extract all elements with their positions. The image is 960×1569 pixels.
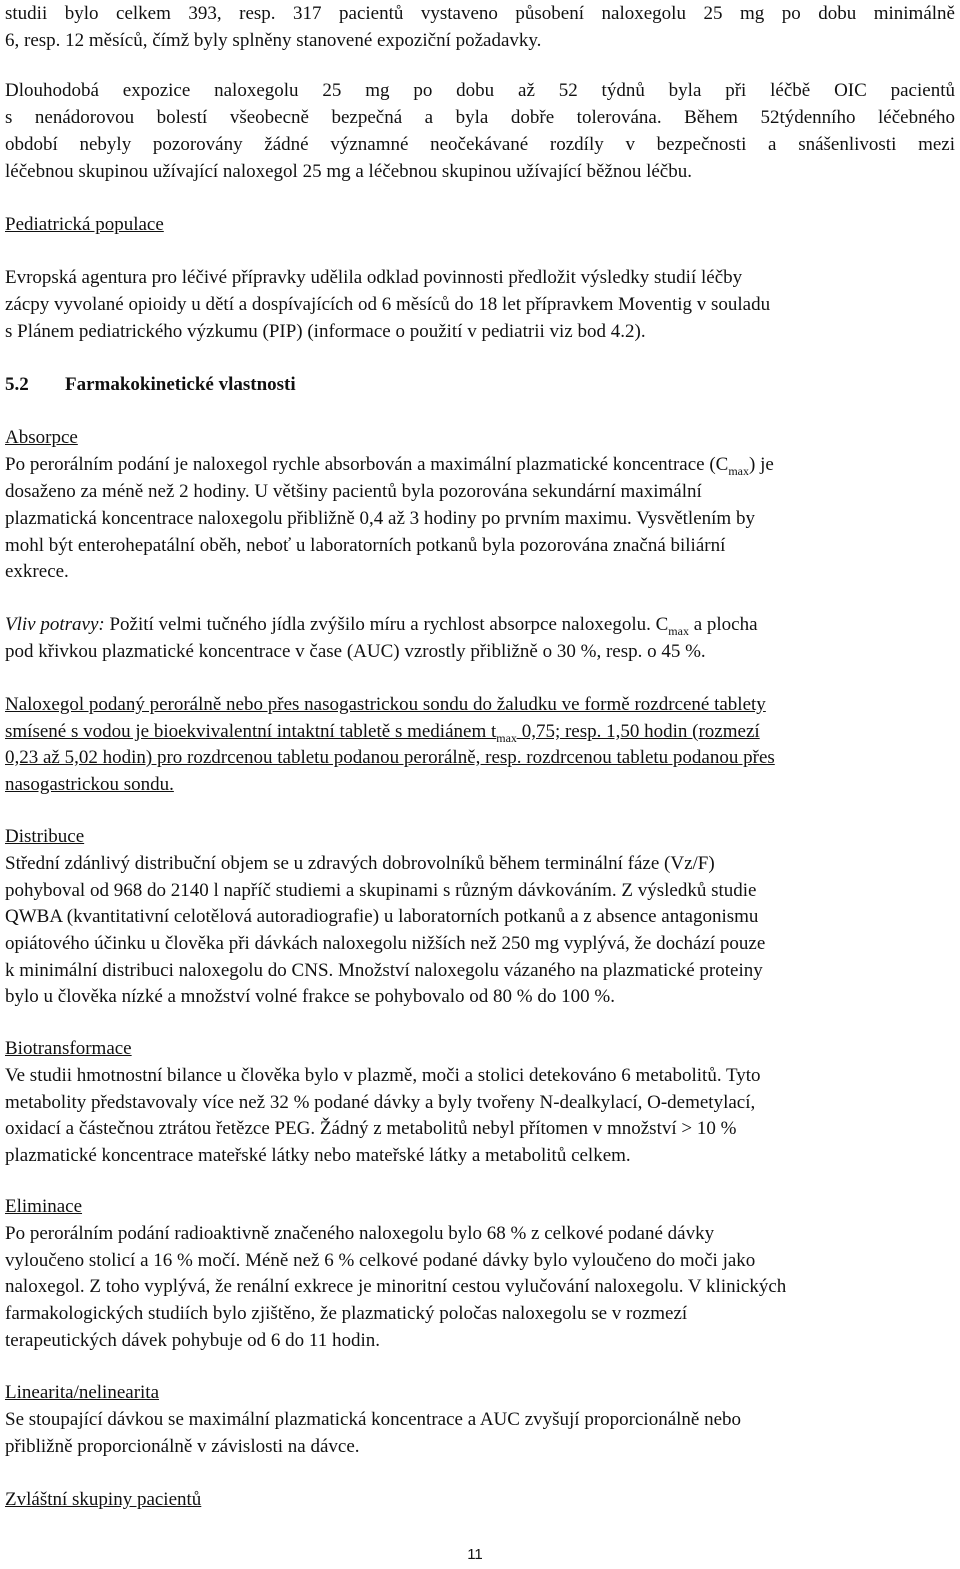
text-line: mohl být enterohepatální oběh, neboť u laboratorních potkanů byla pozorována značná biliární <box>5 535 726 556</box>
pediatric-heading: Pediatrická populace <box>5 214 164 235</box>
text-line: s Plánem pediatrického výzkumu (PIP) (informace o použití v pediatrii viz bod 4.2). <box>5 321 646 342</box>
text-span: ) je <box>749 454 774 475</box>
text-line: pod křivkou plazmatické koncentrace v čase (AUC) vzrostly přibližně o 30 %, resp. o 45 %. <box>5 641 706 662</box>
text-line: Ve studii hmotnostní bilance u člověka bylo v plazmě, moči a stolici detekováno 6 metabolitů. Tyto <box>5 1065 761 1086</box>
text-line: k minimální distribuci naloxegolu do CNS. Množství naloxegolu vázaného na plazmatické proteiny <box>5 960 763 981</box>
text-line: přibližně proporcionálně v závislosti na dávce. <box>5 1436 360 1457</box>
text-line: pohyboval od 968 do 2140 l napříč studiemi a skupinami s různým dávkováním. Z výsledků studie <box>5 880 757 901</box>
text-line: naloxegol. Z toho vyplývá, že renální exkrece je minoritní cestou vylučování naloxegolu. V klinických <box>5 1276 787 1297</box>
text-line: Dlouhodobá expozice naloxegolu 25 mg po dobu až 52 týdnů byla při léčbě OIC pacientů <box>5 80 955 101</box>
biotransformation-heading: Biotransformace <box>5 1038 132 1059</box>
distribution-heading: Distribuce <box>5 826 85 847</box>
text-line <box>5 454 774 477</box>
text-line: opiátového účinku u člověka při dávkách naloxegolu nižších než 250 mg vyplývá, že dochází pouze <box>5 933 766 954</box>
subscript: max <box>496 731 517 745</box>
text-line: Se stoupající dávkou se maximální plazmatická koncentrace a AUC zvyšují proporcionálně nebo <box>5 1409 742 1430</box>
section-title: Farmakokinetické vlastnosti <box>65 374 296 395</box>
text-line: Střední zdánlivý distribuční objem se u zdravých dobrovolníků během terminální fáze (Vz/F) <box>5 853 715 874</box>
section-heading <box>5 374 296 396</box>
text-line: dosaženo za méně než 2 hodiny. U většiny pacientů byla pozorována sekundární maximální <box>5 481 702 502</box>
text-line: Naloxegol podaný perorálně nebo přes nasogastrickou sondu do žaludku ve formě rozdrcené tablety <box>5 694 766 715</box>
section-number: 5.2 <box>5 374 29 395</box>
text-span: Po perorálním podání je naloxegol rychle absorbován a maximální plazmatické koncentrace (C <box>5 454 729 475</box>
absorption-heading: Absorpce <box>5 427 78 448</box>
text-line: s nenádorovou bolestí všeobecně bezpečná a byla dobře tolerována. Během 52týdenního léčebného <box>5 107 955 128</box>
text-line: vyloučeno stolicí a 16 % močí. Méně než 6 % celkové podané dávky bylo vyloučeno do moči jako <box>5 1250 756 1271</box>
text-line: léčebnou skupinou užívající naloxegol 25 mg a léčebnou skupinou užívající běžnou léčbu. <box>5 161 692 182</box>
text-line: plazmatická koncentrace naloxegolu přibližně 0,4 až 3 hodiny po prvním maximu. Vysvětlením by <box>5 508 755 529</box>
elimination-heading: Eliminace <box>5 1196 83 1217</box>
text-line: metabolity představovaly více než 32 % podané dávky a byly tvořeny N-dealkylací, O-demetylací, <box>5 1092 756 1113</box>
text-span: smísené s vodou je bioekvivalentní intaktní tabletě s mediánem t <box>5 721 497 742</box>
page-number: 11 <box>467 1546 483 1563</box>
text-span: 0,75; resp. 1,50 hodin (rozmezí <box>516 721 760 742</box>
text-line: terapeutických dávek pohybuje od 6 do 11 hodin. <box>5 1330 380 1351</box>
linearity-heading: Linearita/nelinearita <box>5 1382 160 1403</box>
special-groups-heading: Zvláštní skupiny pacientů <box>5 1489 202 1510</box>
subscript: max <box>728 464 749 478</box>
text-line: nasogastrickou sondu. <box>5 774 174 795</box>
food-label: Vliv potravy: <box>5 614 105 635</box>
text-line: farmakologických studiích bylo zjištěno, že plazmatický poločas naloxegolu se v rozmezí <box>5 1303 688 1324</box>
text-span: a plocha <box>688 614 758 635</box>
text-line: studii bylo celkem 393, resp. 317 pacientů vystaveno působení naloxegolu 25 mg po dobu minimálně <box>5 3 955 24</box>
text-span: Požití velmi tučného jídla zvýšilo míru a rychlost absorpce naloxegolu. C <box>104 614 669 635</box>
text-line: zácpy vyvolané opioidy u dětí a dospívajících od 6 měsíců do 18 let přípravkem Moventig v souladu <box>5 294 771 315</box>
text-line: exkrece. <box>5 561 69 582</box>
subscript: max <box>668 624 689 638</box>
text-line: období nebyly pozorovány žádné významné neočekávané rozdíly v bezpečnosti a snášenlivosti mezi <box>5 134 955 155</box>
text-line: oxidací a částečnou ztrátou řetězce PEG. Žádný z metabolitů nebyl přítomen v množství > 10 % <box>5 1118 737 1139</box>
text-line: QWBA (kvantitativní celotělová autoradiografie) u laboratorních potkanů a z absence antagonismu <box>5 906 759 927</box>
text-line <box>5 721 760 744</box>
text-line: bylo u člověka nízké a množství volné frakce se pohybovalo od 80 % do 100 %. <box>5 986 615 1007</box>
text-line: 0,23 až 5,02 hodin) pro rozdrcenou tabletu podanou perorálně, resp. rozdrcenou tabletu podanou přes <box>5 747 775 768</box>
text-line: Evropská agentura pro léčivé přípravky udělila odklad povinnosti předložit výsledky studií léčby <box>5 267 743 288</box>
text-line <box>5 614 758 637</box>
text-line: 6, resp. 12 měsíců, čímž byly splněny stanovené expoziční požadavky. <box>5 30 542 51</box>
text-line: Po perorálním podání radioaktivně značeného naloxegolu bylo 68 % z celkové podané dávky <box>5 1223 715 1244</box>
text-line: plazmatické koncentrace mateřské látky nebo mateřské látky a metabolitů celkem. <box>5 1145 631 1166</box>
